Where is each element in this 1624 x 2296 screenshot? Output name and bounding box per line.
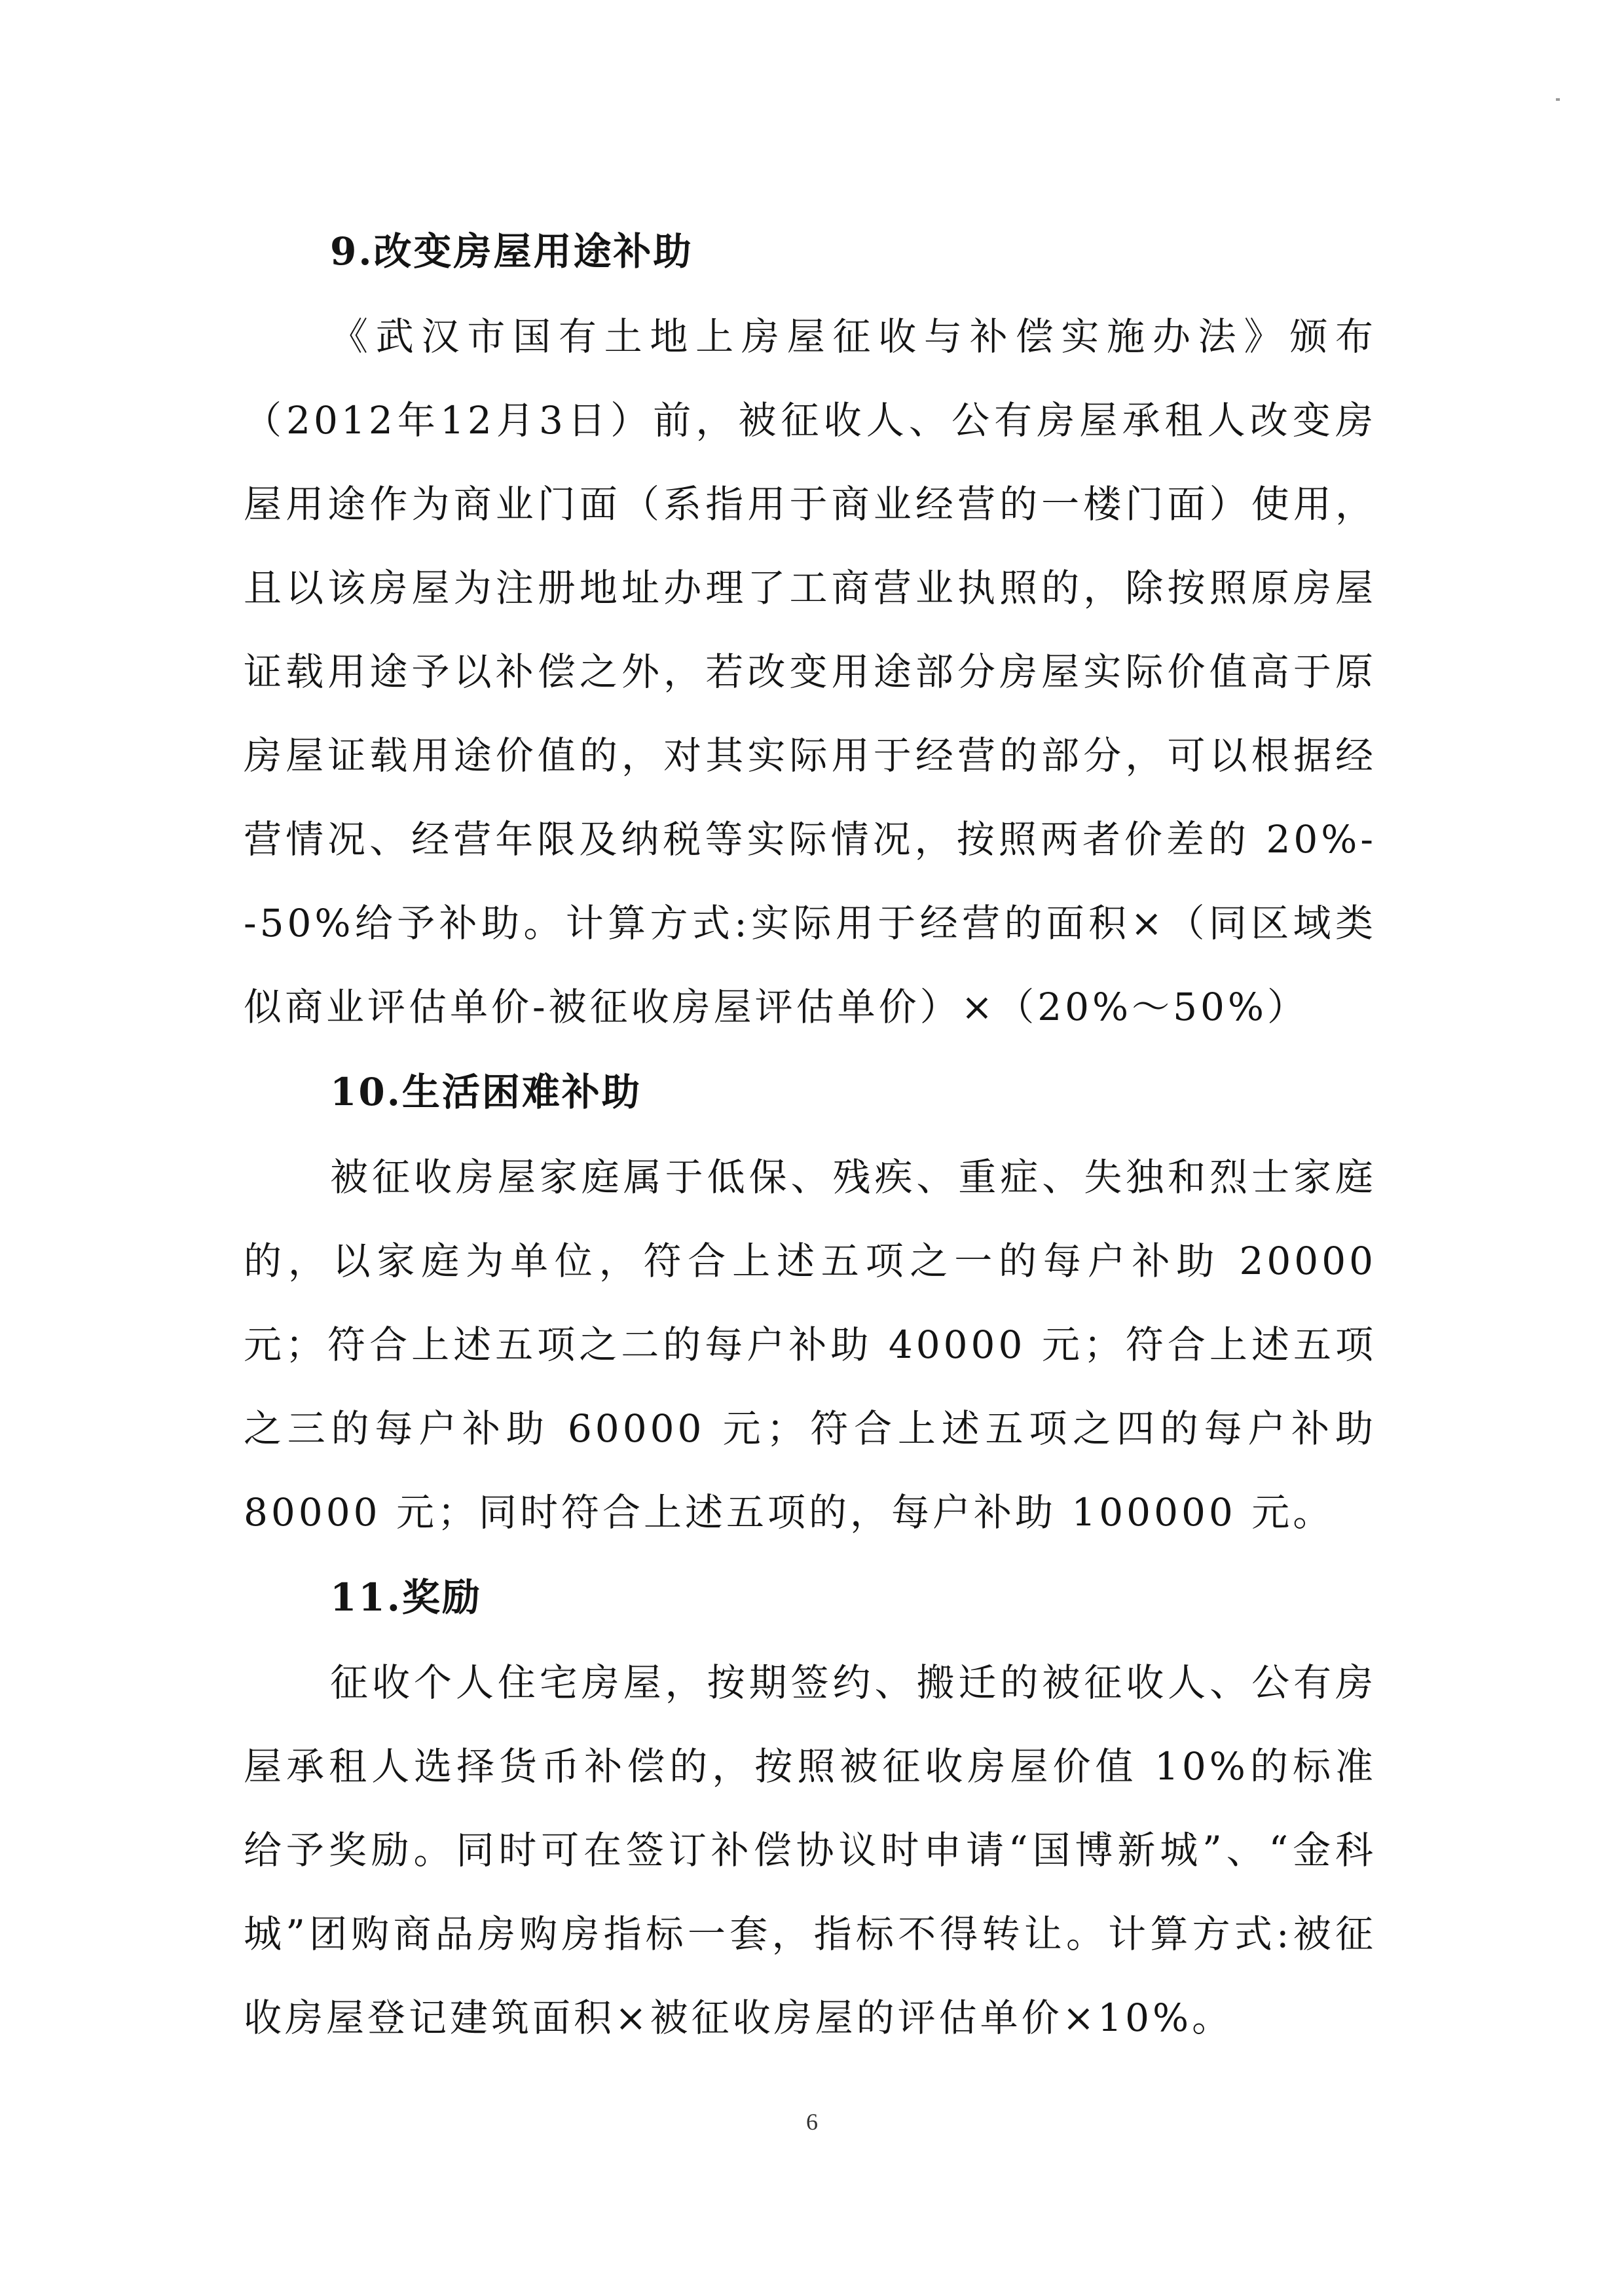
- document-body: [244, 208, 1376, 2060]
- page-number: 6: [806, 2109, 818, 2135]
- section-heading-9: 9.改变房屋用途补助: [330, 229, 693, 274]
- section-9-paragraph: 《武汉市国有土地上房屋征收与补偿实施办法》颁布（2012年12月3日）前，被征收人、公有房屋承租人改变房屋用途作为商业门面（系指用于商业经营的一楼门面）使用，且以该房屋为注册地址办理了工商营业执照的，除按照原房屋证载用途予以补偿之外，若改变用途部分房屋实际价值高于原房屋证载用途价值的，对其实际用于经营的部分，可以根据经营情况、经营年限及纳税等实际情况，按照两者价差的 20%--50%给予补助。计算方式:实际用于经营的面积×（同区域类似商业评估单价-被征收房屋评估单价）×（20%～50%）: [244, 314, 1376, 1029]
- scan-artifact-dot: [1556, 98, 1560, 101]
- section-11-paragraph: 征收个人住宅房屋，按期签约、搬迁的被征收人、公有房屋承租人选择货币补偿的，按照被征收房屋价值 10%的标准给予奖励。同时可在签订补偿协议时申请“国博新城”、“金科城”团购商品房购房指标一套，指标不得转让。计算方式:被征收房屋登记建筑面积×被征收房屋的评估单价×10%。: [244, 1660, 1376, 2040]
- section-heading-11: 11.奖励: [330, 1575, 482, 1620]
- section-heading-10: 10.生活困难补助: [330, 1070, 642, 1114]
- section-10-paragraph: 被征收房屋家庭属于低保、残疾、重症、失独和烈士家庭的，以家庭为单位，符合上述五项之一的每户补助 20000元；符合上述五项之二的每户补助 40000 元；符合上述五项之三的每户补助 60000 元；符合上述五项之四的每户补助 80000 元；同时符合上述五项的，每户补助 100000 元。: [244, 1155, 1376, 1535]
